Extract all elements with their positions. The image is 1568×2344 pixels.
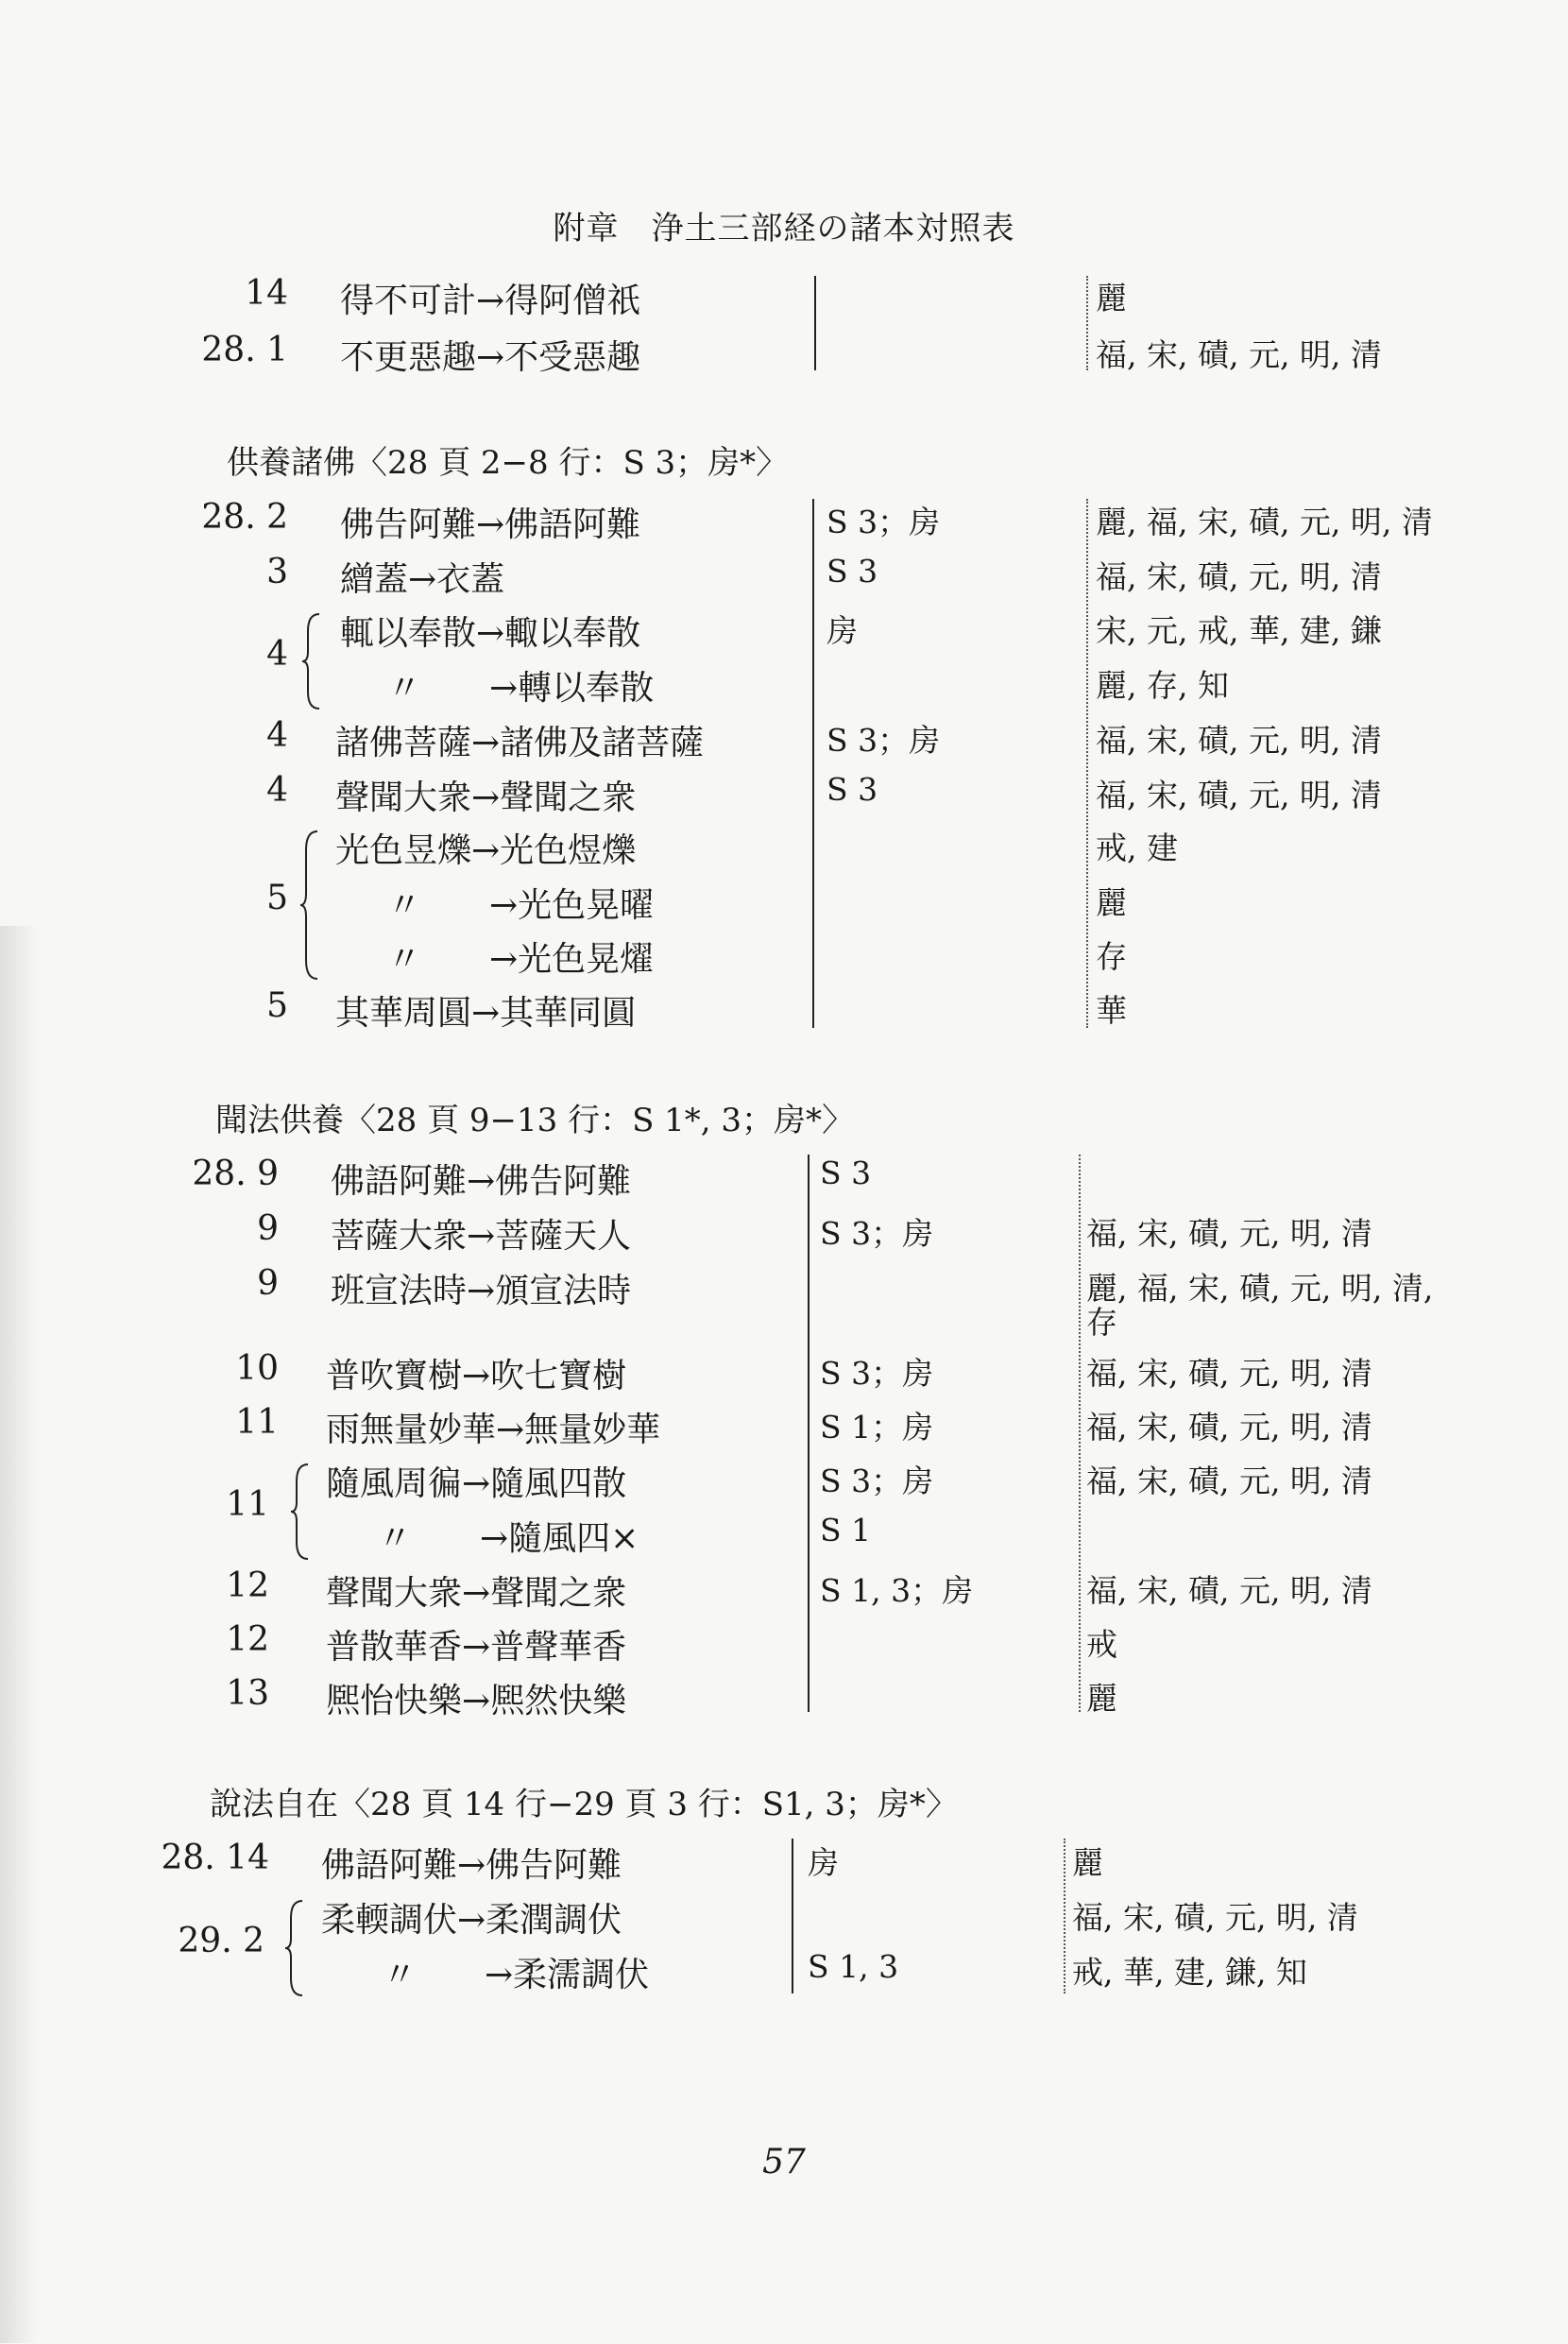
table-row (0, 1209, 1568, 1264)
table-row (0, 1566, 1568, 1621)
variant-cell: 雨無量妙華→無量妙華 (326, 1411, 661, 1449)
variant-cell: 光色昱爍→光色煜爍 (335, 831, 637, 870)
loc-cell: 5 (266, 986, 288, 1025)
source-cell: 房 (827, 612, 858, 649)
edition-cell: 麗 (1072, 1844, 1103, 1881)
edition-cell: 麗 (1096, 884, 1127, 921)
source-cell: S 1 (820, 1512, 872, 1548)
section-heading: 供養諸佛〈28 頁 2−8 行：S 3；房*〉 (227, 444, 789, 482)
loc-cell: 12 (226, 1566, 269, 1605)
edition-cell: 戒 (1086, 1626, 1117, 1663)
brace-icon (298, 830, 319, 981)
loc-cell: 28. 9 (192, 1155, 279, 1193)
variant-cell: 佛語阿難→佛告阿難 (321, 1846, 622, 1885)
brace-icon (283, 1899, 304, 1997)
table-row (0, 1620, 1568, 1675)
edition-cell: 麗 (1096, 280, 1127, 317)
variant-cell: 聲聞大衆→聲聞之衆 (335, 778, 637, 817)
column-rule (814, 276, 816, 370)
table-row (0, 553, 1568, 607)
variant-cell: 諸佛菩薩→諸佛及諸菩薩 (335, 724, 705, 762)
column-rule (812, 499, 814, 1028)
table-row (0, 1674, 1568, 1729)
table-row (0, 274, 1568, 329)
section-heading: 聞法供養〈28 頁 9−13 行：S 1*, 3；房*〉 (215, 1102, 855, 1139)
edition-cell: 麗, 福, 宋, 磧, 元, 明, 清, (1086, 1270, 1434, 1307)
table-row (0, 1512, 1568, 1566)
source-cell: S 3 (827, 553, 878, 590)
variant-cell: 柔輭調伏→柔潤調伏 (321, 1901, 622, 1940)
variant-cell: 隨風周徧→隨風四散 (326, 1464, 627, 1503)
edition-cell: 戒, 建 (1096, 830, 1178, 866)
table-row (0, 1264, 1568, 1349)
edition-cell: 福, 宋, 磧, 元, 明, 清 (1086, 1572, 1372, 1609)
edition-cell: 福, 宋, 磧, 元, 明, 清 (1072, 1899, 1358, 1936)
running-header (0, 202, 1568, 248)
header-chapter: 附章 (553, 210, 620, 248)
variant-cell: 熈怡快樂→熈然快樂 (326, 1682, 627, 1720)
loc-cell: 28. 14 (161, 1839, 269, 1877)
source-cell: S 3 (827, 771, 878, 808)
source-cell: S 3；房 (827, 504, 941, 540)
loc-cell: 5 (266, 879, 288, 917)
edition-cell: 華 (1096, 992, 1127, 1029)
edition-cell: 福, 宋, 磧, 元, 明, 清 (1086, 1355, 1372, 1392)
variant-cell: 其華周圓→其華同圓 (335, 994, 637, 1033)
variant-cell: 菩薩大衆→菩薩天人 (331, 1217, 632, 1256)
loc-cell: 3 (266, 553, 288, 591)
edition-cell: 宋, 元, 戒, 華, 建, 鎌 (1096, 612, 1382, 649)
loc-cell: 9 (257, 1264, 279, 1303)
variant-cell: 普散華香→普聲華香 (326, 1628, 627, 1667)
brace-icon (289, 1463, 310, 1561)
table-row (0, 331, 1568, 385)
section-heading: 說法自在〈28 頁 14 行−29 頁 3 行：S1, 3；房*〉 (210, 1786, 958, 1823)
source-cell: S 3 (820, 1155, 872, 1191)
column-rule-dotted (1086, 276, 1088, 370)
edition-cell-continued: 存 (1086, 1304, 1117, 1341)
table-row (0, 1457, 1568, 1524)
variant-cell: 班宣法時→頒宣法時 (331, 1272, 632, 1310)
column-rule-dotted (1064, 1839, 1065, 1993)
column-rule-dotted (1086, 499, 1088, 1028)
edition-cell: 戒, 華, 建, 鎌, 知 (1072, 1954, 1307, 1991)
edition-cell: 麗 (1086, 1680, 1117, 1717)
loc-cell: 28. 1 (201, 331, 288, 369)
table-row (0, 1893, 1568, 1960)
loc-cell: 28. 2 (201, 498, 288, 537)
table-row (0, 932, 1568, 987)
table-row (0, 986, 1568, 1041)
variant-cell: 〃 →隨風四× (378, 1519, 639, 1558)
loc-cell: 4 (266, 771, 288, 810)
loc-cell: 4 (266, 716, 288, 755)
header-title: 浄土三部経の諸本対照表 (651, 210, 1015, 248)
variant-cell: 普吹寶樹→吹七寶樹 (326, 1357, 627, 1395)
brace-icon (300, 612, 321, 710)
loc-cell: 29. 2 (178, 1922, 264, 1960)
source-cell: S 3；房 (827, 722, 941, 759)
table-row (0, 1349, 1568, 1404)
loc-cell: 12 (226, 1620, 269, 1659)
column-rule-dotted (1079, 1155, 1081, 1712)
edition-cell: 福, 宋, 磧, 元, 明, 清 (1086, 1463, 1372, 1499)
variant-cell: 〃 →轉以奉散 (387, 669, 655, 708)
source-cell: S 3；房 (820, 1463, 934, 1499)
loc-cell: 9 (257, 1209, 279, 1248)
loc-cell: 4 (266, 635, 288, 674)
loc-cell: 11 (226, 1485, 269, 1524)
edition-cell: 福, 宋, 磧, 元, 明, 清 (1086, 1409, 1372, 1446)
variant-cell: 佛語阿難→佛告阿難 (331, 1162, 632, 1201)
source-cell: S 1；房 (820, 1409, 934, 1446)
loc-cell: 11 (235, 1403, 279, 1442)
edition-cell: 麗, 存, 知 (1096, 667, 1229, 704)
source-cell: S 3；房 (820, 1355, 934, 1392)
edition-cell: 福, 宋, 磧, 元, 明, 清 (1096, 558, 1382, 595)
edition-cell: 福, 宋, 磧, 元, 明, 清 (1096, 722, 1382, 759)
source-cell: S 3；房 (820, 1215, 934, 1252)
variant-cell: 〃 →柔濡調伏 (383, 1956, 650, 1994)
table-row (0, 771, 1568, 826)
loc-cell: 13 (226, 1674, 269, 1713)
edition-cell: 福, 宋, 磧, 元, 明, 清 (1086, 1215, 1372, 1252)
source-cell: S 1, 3；房 (820, 1572, 974, 1609)
variant-cell: 不更惡趣→不受惡趣 (340, 338, 641, 377)
edition-cell: 福, 宋, 磧, 元, 明, 清 (1096, 777, 1382, 813)
table-row (0, 824, 1568, 879)
table-row (0, 1948, 1568, 2003)
variant-cell: 繒蓋→衣蓋 (340, 560, 505, 599)
loc-cell: 10 (235, 1349, 279, 1388)
variant-cell: 得不可計→得阿僧祇 (340, 282, 641, 320)
table-row (0, 716, 1568, 771)
edition-cell: 存 (1096, 938, 1127, 975)
variant-cell: 〃 →光色晃曜 (387, 886, 655, 925)
table-row (0, 498, 1568, 553)
variant-cell: 〃 →光色晃燿 (387, 940, 655, 979)
table-row (0, 879, 1568, 933)
source-cell: 房 (808, 1844, 839, 1881)
table-row (0, 607, 1568, 674)
loc-cell: 14 (245, 274, 288, 313)
variant-cell: 輒以奉散→輙以奉散 (340, 614, 641, 653)
table-row (0, 1403, 1568, 1458)
edition-cell: 福, 宋, 磧, 元, 明, 清 (1096, 336, 1382, 373)
page-number: 57 (762, 2143, 806, 2181)
table-row (0, 661, 1568, 716)
variant-cell: 聲聞大衆→聲聞之衆 (326, 1574, 627, 1613)
table-row (0, 1839, 1568, 1893)
variant-cell: 佛告阿難→佛語阿難 (340, 505, 641, 544)
source-cell: S 1, 3 (808, 1948, 899, 1985)
column-rule (808, 1155, 810, 1712)
column-rule (792, 1839, 793, 1993)
edition-cell: 麗, 福, 宋, 磧, 元, 明, 清 (1096, 504, 1433, 540)
table-row (0, 1155, 1568, 1209)
